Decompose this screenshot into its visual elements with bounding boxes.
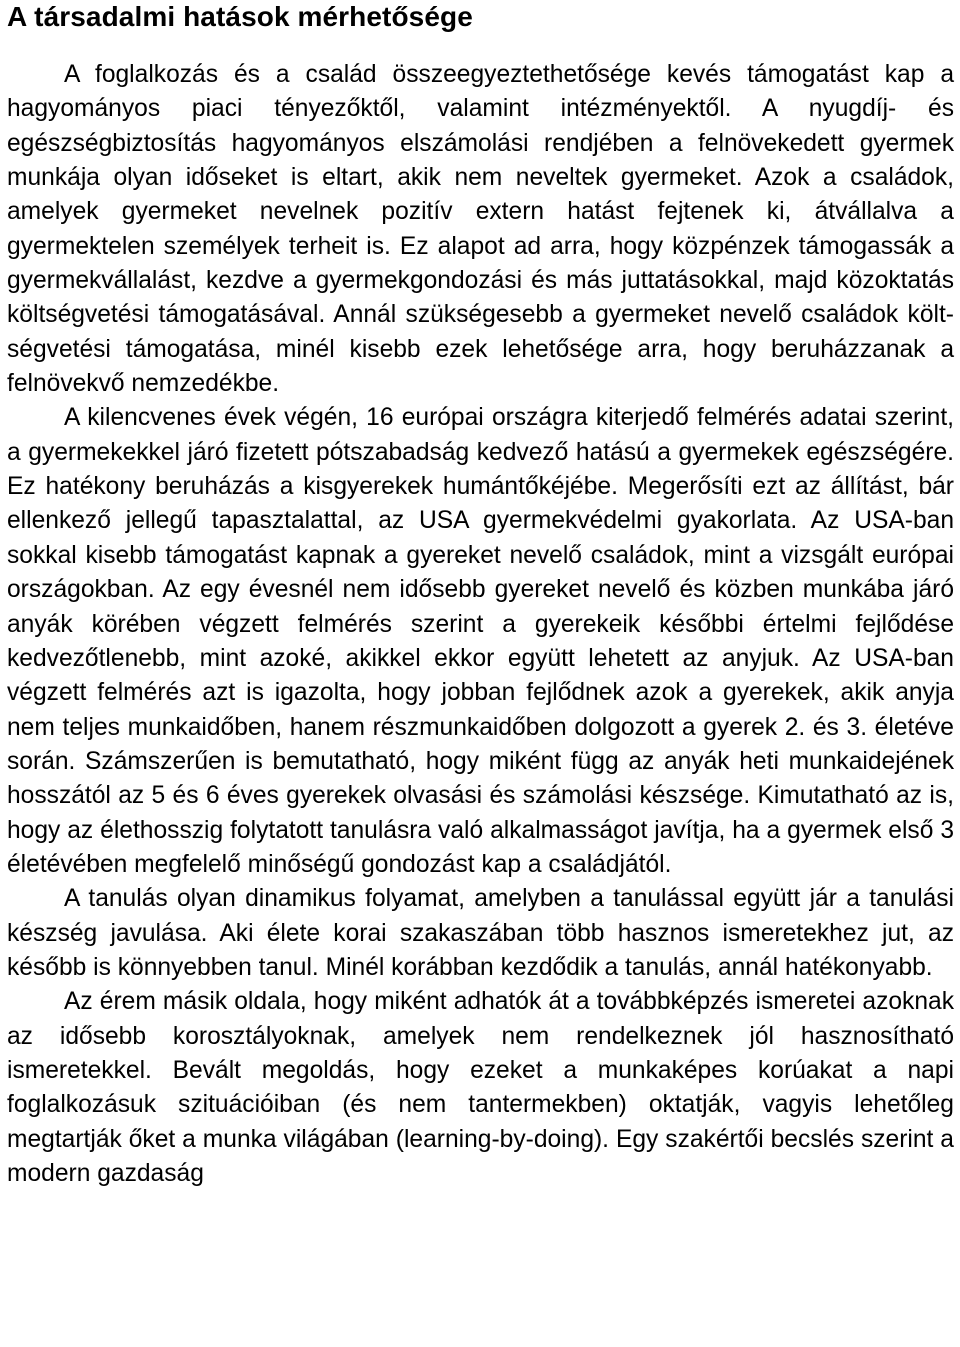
paragraph-european-survey: A kilencvenes évek végén, 16 európai országra kiterjedő felmérés adatai szerint, a gyermekekkel járó fizetett pótszabadság kedvező hatású a gyermekek egészségére. Ez hatékony beruházás a kisgyerekek humántőkéjébe. Megerősíti ezt az állítást, bár ellenkező jellegű tapasztalattal, az USA gyermekvédelmi gyakorlata. Az USA-ban sokkal kisebb támogatást kapnak a gyereket nevelő családok, mint a vizsgált európai országokban. Az egy évesnél nem idősebb gyereket nevelő és közben munkába járó anyák körében végzett felmérés szerint a gyerekeik későbbi értelmi fejlődése kedvezőtlenebb, mint azoké, akikkel ekkor együtt lehetett az anyjuk. Az USA-ban végzett felmérés azt is igazolta, hogy jobban fejlődnek azok a gyerekek, akik anyja nem teljes munkaidőben, hanem részmunkaidőben dolgozott a gyerek 2. és 3. életéve során. Számszerűen is bemutatható, hogy miként függ az anyák heti munkaidejének hosszától az 5 és 6 éves gyerekek olvasási és számolási készsége. Kimutatható az is, hogy az élethosszig folytatott tanulásra való alkalmasságot javítja, ha a gyermek első 3 életévében megfelelő minőségű gondozást kap a családjától. <box>7 404 954 878</box>
paragraph-older-generations: Az érem másik oldala, hogy miként adhatók át a továbbképzés ismeretei azoknak az idősebb korosztályoknak, amelyek nem rendelkeznek jól hasznosítható ismeretekkel. Bevált megoldás, hogy ezeket a munkaképes korúakat a napi foglalkozásuk szituációiban (és nem tantermekben) oktatják, vagyis lehetőleg megtartják őket a munka világában (learning-by-doing). Egy szakértői becslés szerint a modern gazdaság <box>7 988 954 1187</box>
paragraph-work-family: A foglalkozás és a család összeegyeztethetősége kevés támogatást kap a hagyományos piaci tényezőktől, valamint intézményektől. A nyugdíj- és egészségbiztosítás hagyományos elszámolási rendjében a felnövekedett gyermek munkája olyan időseket is eltart, akik nem neveltek gyermeket. Azok a családok, amelyek gyermeket nevelnek pozitív extern hatást fejtenek ki, átvállalva a gyermektelen személyek terheit is. Ez alapot ad arra, hogy közpénzek támogassák a gyermekvállalást, kezdve a gyermekgondozási és más juttatásokkal, majd közoktatás költségvetési támogatásával. Annál szükségesebb a gyermeket nevelő családok költségvetési támogatása, minél kisebb ezek lehetősége arra, hogy beruházzanak a felnövekvő nemzedékbe. <box>7 61 954 398</box>
document-page <box>7 0 954 1191</box>
paragraph-learning-process: A tanulás olyan dinamikus folyamat, amelyben a tanulással együtt jár a tanulási készség javulása. Aki élete korai szakaszában több hasznos ismeretekhez jut, az később is könnyebben tanul. Minél korábban kezdődik a tanulás, annál hatékonyabb. <box>7 885 954 981</box>
document-title: A társadalmi hatások mérhetősége <box>7 1 473 32</box>
